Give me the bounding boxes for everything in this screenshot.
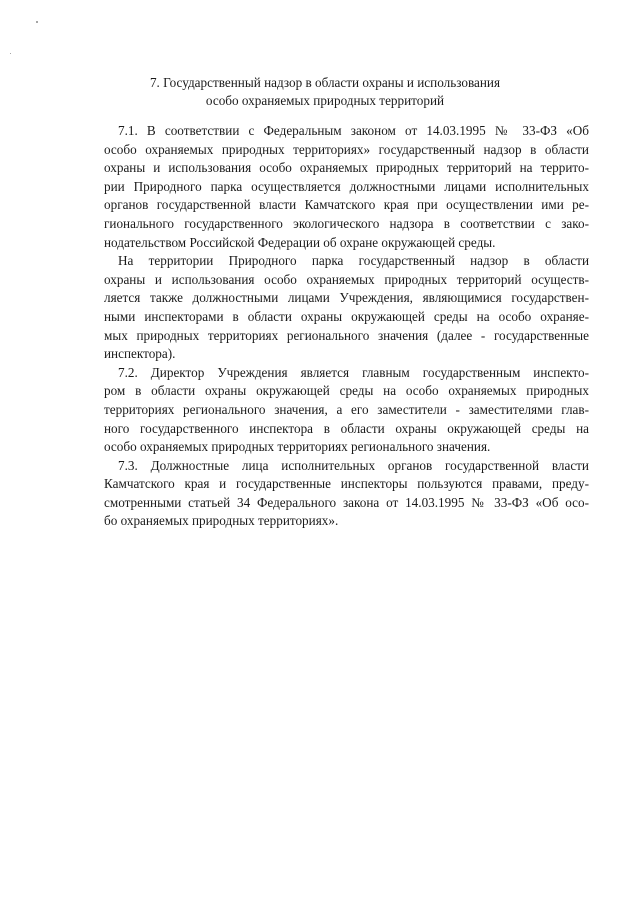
paragraph-line: ляется также должностными лицами Учреждения, являющимися государствен-	[104, 290, 589, 306]
paragraph-line: охраны и использования особо охраняемых природных территорий осуществ-	[104, 271, 589, 287]
paragraph-line: ром в области охраны окружающей среды на особо охраняемых природных	[104, 383, 589, 399]
paragraph-line: охраны и использования особо охраняемых природных территорий на террито-	[104, 160, 589, 176]
paragraph-line: инспектора).	[104, 346, 176, 362]
scan-speck	[10, 53, 11, 54]
paragraph-line: мых природных территориях регионального значения (далее - государственные	[104, 327, 589, 343]
paragraph-line: рии Природного парка осуществляется должностными лицами исполнительных	[104, 178, 589, 194]
paragraph-line: органов государственной власти Камчатского края при осуществлении ими ре-	[104, 197, 589, 213]
paragraph-line: гионального государственного экологического надзора в соответствии с зако-	[104, 215, 589, 231]
paragraph-line: территориях регионального значения, а его заместители - заместителями глав-	[104, 401, 589, 417]
paragraph-line: ного государственного инспектора в области охраны окружающей среды на	[104, 420, 589, 436]
paragraph-line: ными инспекторами в области охраны окружающей среды на особо охраняе-	[104, 308, 589, 324]
section-heading-line: 7. Государственный надзор в области охраны и использования	[149, 75, 501, 90]
section-heading-line: особо охраняемых природных территорий	[205, 93, 445, 108]
paragraph-line: Камчатского края и государственные инспекторы пользуются правами, преду-	[104, 476, 589, 492]
paragraph-line: На территории Природного парка государственный надзор в области	[118, 253, 589, 269]
paragraph-line: особо охраняемых природных территориях» государственный надзор в области	[104, 141, 589, 157]
paragraph-line: нодательством Российской Федерации об охране окружающей среды.	[104, 234, 496, 250]
paragraph-line: бо охраняемых природных территориях».	[104, 513, 339, 529]
paragraph-line: 7.2. Директор Учреждения является главным государственным инспекто-	[118, 364, 589, 380]
paragraph-line: смотренными статьей 34 Федерального закона от 14.03.1995 № 33-ФЗ «Об осо-	[104, 494, 589, 510]
paragraph-line: 7.3. Должностные лица исполнительных органов государственной власти	[118, 457, 589, 473]
paragraph-line: 7.1. В соответствии с Федеральным законом от 14.03.1995 № 33-ФЗ «Об	[118, 123, 589, 138]
scan-speck	[36, 21, 38, 23]
section-heading	[100, 74, 550, 110]
section-body	[104, 122, 589, 531]
paragraph-line: особо охраняемых природных территориях регионального значения.	[104, 439, 491, 455]
